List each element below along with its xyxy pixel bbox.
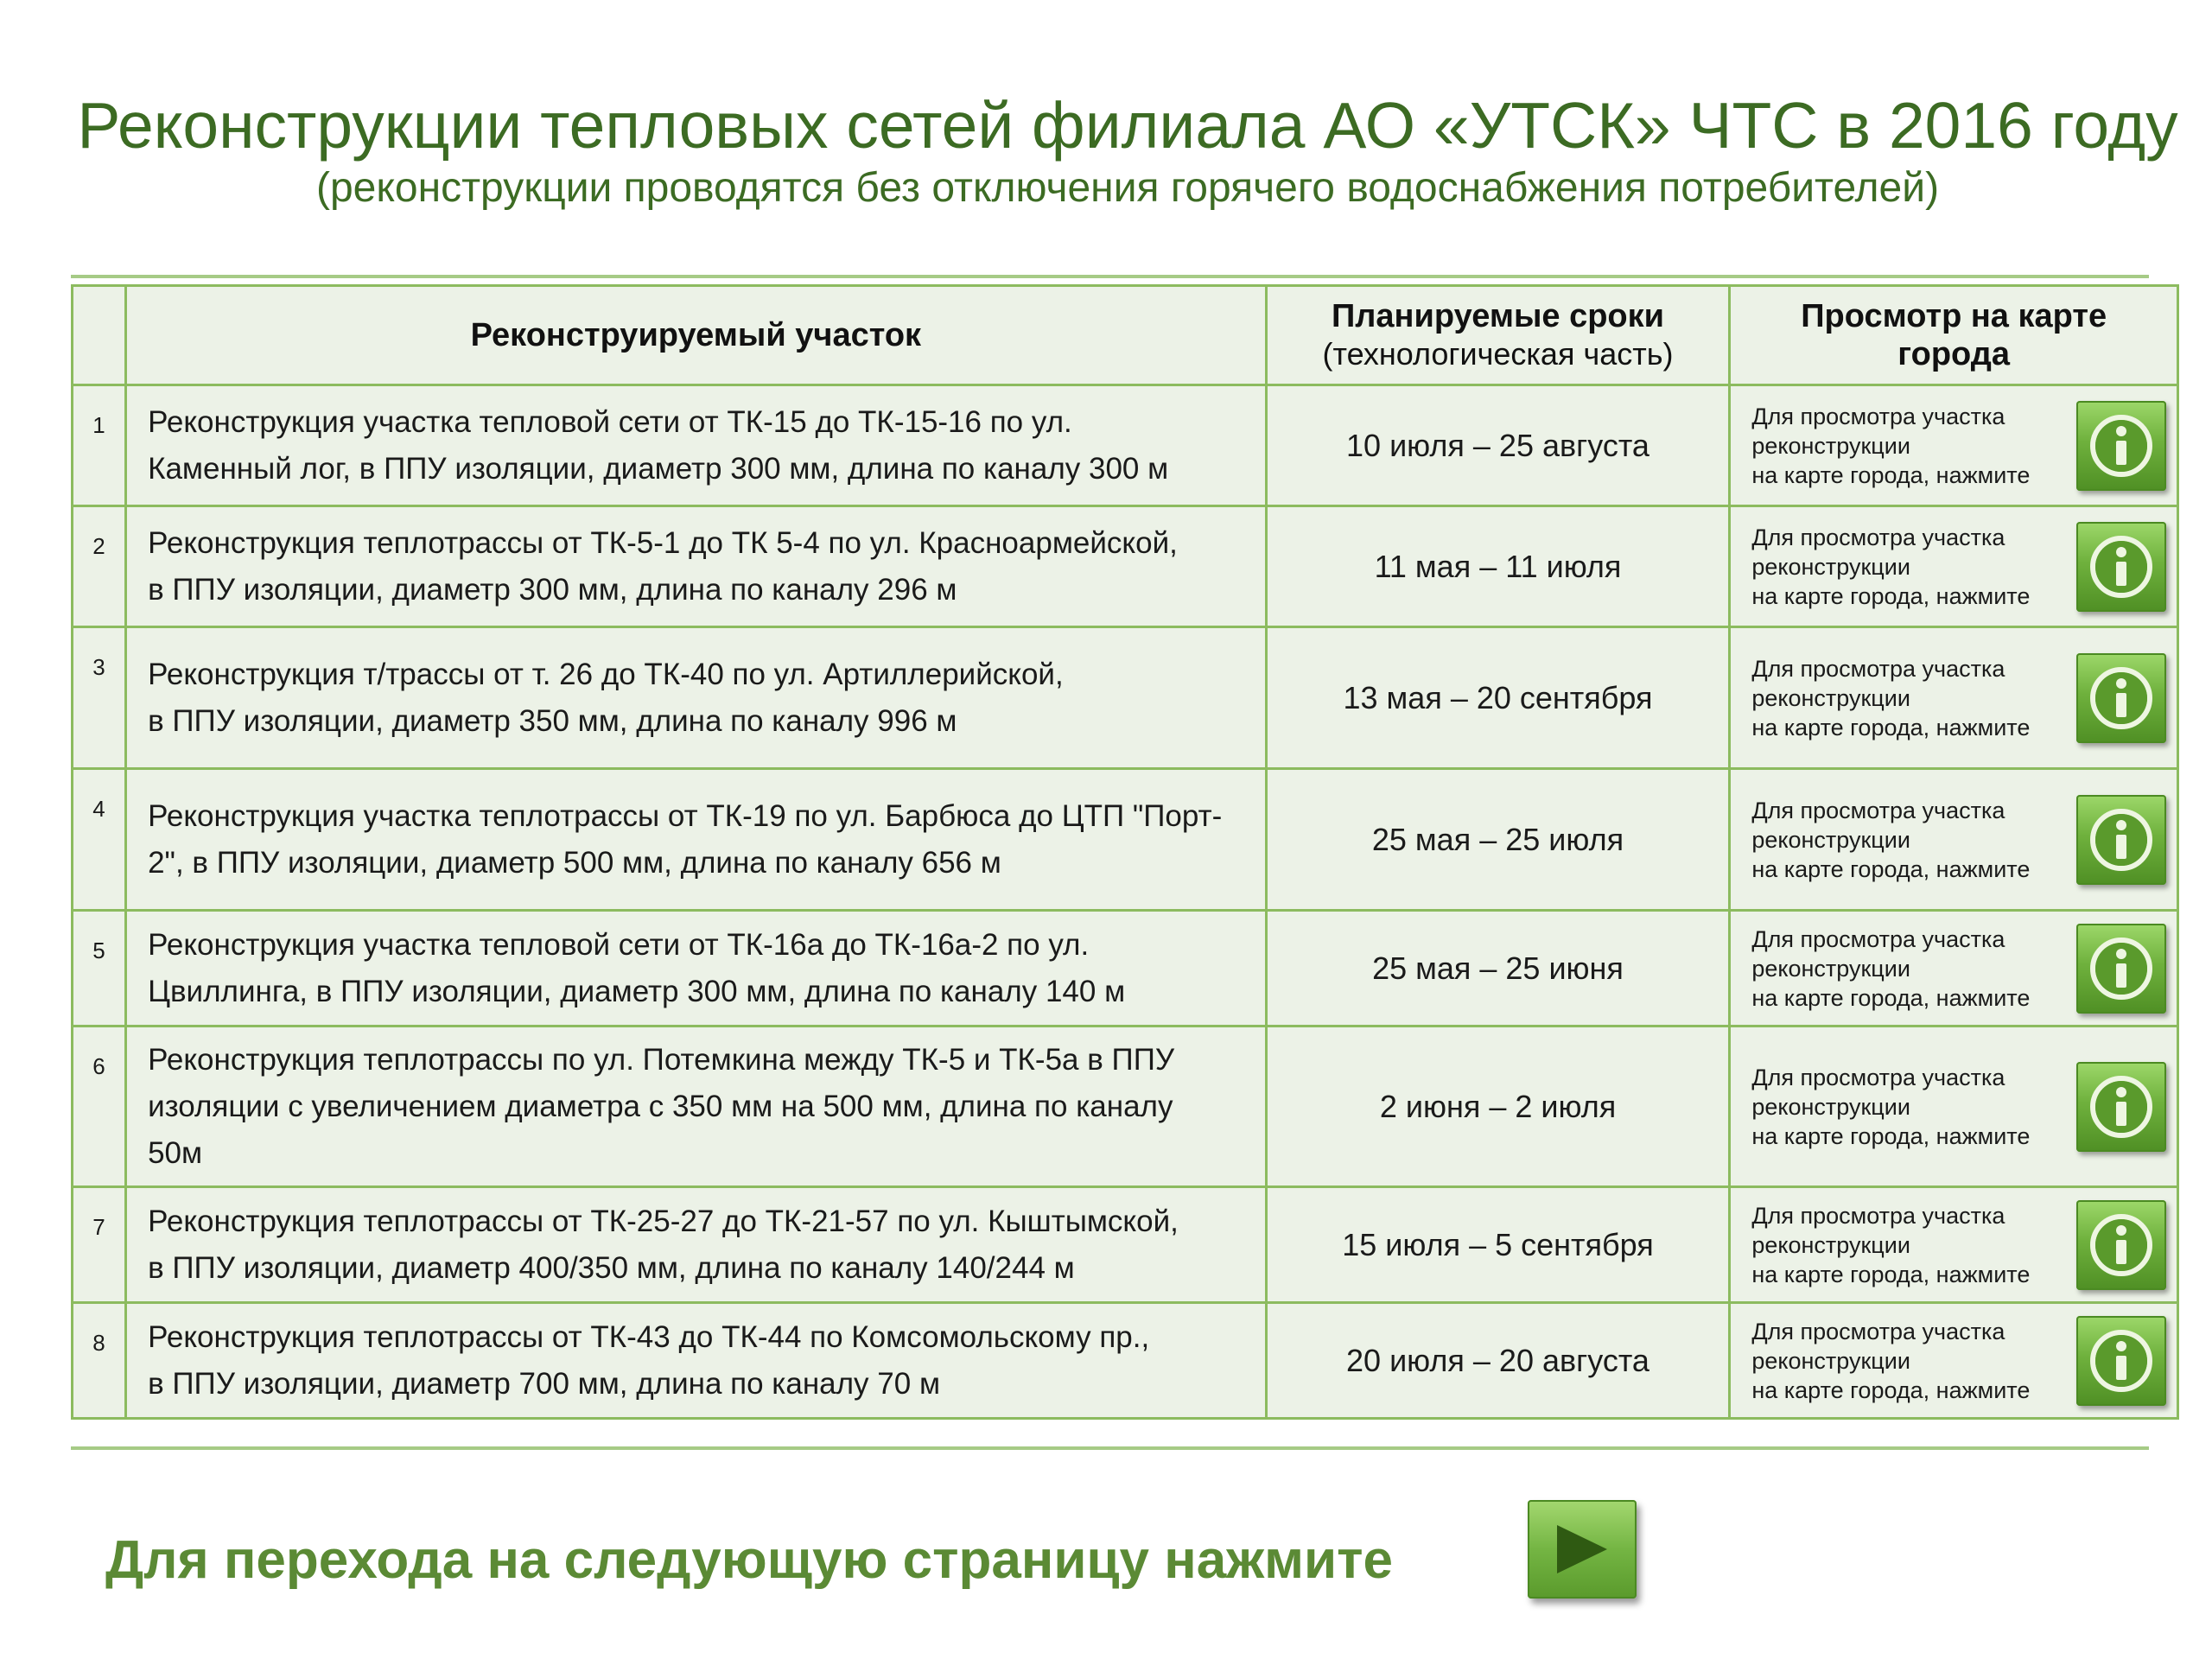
header-section: Реконструируемый участок xyxy=(126,286,1267,385)
row-description-text: Реконструкция участка тепловой сети от ТК-15 до ТК-15-16 по ул. Каменный лог, в ППУ изоляции, диаметр 300 мм, длина по каналу 300 м xyxy=(148,404,1169,486)
row-map-hint: Для просмотра участка реконструкции на карте города, нажмите xyxy=(1751,1064,2031,1149)
row-description-text: Реконструкция участка теплотрассы от ТК-19 по ул. Барбюса до ЦТП "Порт- 2", в ППУ изоляции, диаметр 500 мм, длина по каналу 656 м xyxy=(148,798,1223,880)
view-on-map-button[interactable] xyxy=(2076,653,2166,743)
row-description xyxy=(126,385,1267,506)
table-row xyxy=(73,1027,2178,1187)
row-map-hint: Для просмотра участка реконструкции на карте города, нажмите xyxy=(1751,1202,2031,1287)
row-dates: 10 июля – 25 августа xyxy=(1266,385,1730,506)
row-description-text: Реконструкция теплотрассы от ТК-43 до ТК-44 по Комсомольскому пр., в ППУ изоляции, диаметр 700 мм, длина по каналу 70 м xyxy=(148,1319,1150,1401)
row-description xyxy=(126,1187,1267,1303)
info-icon xyxy=(2087,1326,2156,1395)
row-description xyxy=(126,1303,1267,1419)
row-description-text: Реконструкция участка тепловой сети от ТК-16а до ТК-16а-2 по ул. Цвиллинга, в ППУ изоляции, диаметр 300 мм, длина по каналу 140 м xyxy=(148,927,1126,1008)
table-row xyxy=(73,385,2178,506)
view-on-map-button[interactable] xyxy=(2076,795,2166,885)
row-dates: 11 мая – 11 июля xyxy=(1266,506,1730,627)
row-dates: 15 июля – 5 сентября xyxy=(1266,1187,1730,1303)
next-page-hint: Для перехода на следующую страницу нажмите xyxy=(105,1530,1393,1590)
row-number: 8 xyxy=(73,1303,126,1419)
header-dates-sub: (технологическая часть) xyxy=(1322,336,1674,372)
view-on-map-button[interactable] xyxy=(2076,522,2166,612)
reconstruction-table xyxy=(71,284,2179,1420)
row-description-text: Реконструкция теплотрассы по ул. Потемкина между ТК-5 и ТК-5а в ППУ изоляции с увеличением диаметра с 350 мм на 500 мм, длина по каналу 50м xyxy=(148,1042,1175,1170)
info-icon xyxy=(2087,934,2156,1003)
row-number: 5 xyxy=(73,911,126,1027)
row-map-hint: Для просмотра участка реконструкции на карте города, нажмите xyxy=(1751,797,2031,882)
table-header-row xyxy=(73,286,2178,385)
header-dates xyxy=(1266,286,1730,385)
row-map-hint: Для просмотра участка реконструкции на карте города, нажмите xyxy=(1751,403,2031,488)
info-icon xyxy=(2087,532,2156,601)
row-map-hint: Для просмотра участка реконструкции на карте города, нажмите xyxy=(1751,1318,2031,1403)
row-dates: 13 мая – 20 сентября xyxy=(1266,627,1730,769)
row-dates: 25 мая – 25 июля xyxy=(1266,769,1730,911)
play-arrow-icon xyxy=(1552,1522,1612,1577)
header-map: Просмотр на карте города xyxy=(1730,286,2178,385)
row-description-text: Реконструкция теплотрассы от ТК-5-1 до ТК 5-4 по ул. Красноармейской, в ППУ изоляции, диаметр 300 мм, длина по каналу 296 м xyxy=(148,525,1178,607)
row-description xyxy=(126,506,1267,627)
info-icon xyxy=(2087,411,2156,480)
row-map-hint: Для просмотра участка реконструкции на карте города, нажмите xyxy=(1751,925,2031,1011)
row-number: 4 xyxy=(73,769,126,911)
row-description xyxy=(126,1027,1267,1187)
row-number: 6 xyxy=(73,1027,126,1187)
row-description xyxy=(126,627,1267,769)
view-on-map-button[interactable] xyxy=(2076,924,2166,1014)
row-dates: 20 июля – 20 августа xyxy=(1266,1303,1730,1419)
row-map-cell xyxy=(1730,911,2178,1027)
row-map-cell xyxy=(1730,769,2178,911)
next-page-button[interactable] xyxy=(1528,1500,1637,1599)
row-map-cell xyxy=(1730,627,2178,769)
view-on-map-button[interactable] xyxy=(2076,1062,2166,1152)
row-map-cell xyxy=(1730,1303,2178,1419)
info-icon xyxy=(2087,805,2156,874)
row-number: 1 xyxy=(73,385,126,506)
table-row xyxy=(73,911,2178,1027)
row-description xyxy=(126,911,1267,1027)
table-row xyxy=(73,627,2178,769)
table-row xyxy=(73,506,2178,627)
row-number: 3 xyxy=(73,627,126,769)
header-num xyxy=(73,286,126,385)
row-number: 2 xyxy=(73,506,126,627)
row-map-cell xyxy=(1730,1187,2178,1303)
row-map-cell xyxy=(1730,385,2178,506)
row-dates: 2 июня – 2 июля xyxy=(1266,1027,1730,1187)
info-icon xyxy=(2087,664,2156,733)
table-row xyxy=(73,1303,2178,1419)
row-map-hint: Для просмотра участка реконструкции на карте города, нажмите xyxy=(1751,655,2031,741)
table-row xyxy=(73,769,2178,911)
row-dates: 25 мая – 25 июня xyxy=(1266,911,1730,1027)
view-on-map-button[interactable] xyxy=(2076,401,2166,491)
row-description-text: Реконструкция т/трассы от т. 26 до ТК-40 по ул. Артиллерийской, в ППУ изоляции, диаметр 350 мм, длина по каналу 996 м xyxy=(148,657,1064,738)
view-on-map-button[interactable] xyxy=(2076,1316,2166,1406)
page-subtitle: (реконструкции проводятся без отключения горячего водоснабжения потребителей) xyxy=(315,165,1940,211)
info-icon xyxy=(2087,1211,2156,1280)
row-description xyxy=(126,769,1267,911)
view-on-map-button[interactable] xyxy=(2076,1200,2166,1290)
row-map-hint: Для просмотра участка реконструкции на карте города, нажмите xyxy=(1751,524,2031,609)
header-dates-title: Планируемые сроки xyxy=(1331,298,1665,334)
top-divider xyxy=(71,275,2149,278)
row-number: 7 xyxy=(73,1187,126,1303)
page-title: Реконструкции тепловых сетей филиала АО «УТСК» ЧТС в 2016 году xyxy=(77,89,2178,162)
table-row xyxy=(73,1187,2178,1303)
row-map-cell xyxy=(1730,506,2178,627)
row-description-text: Реконструкция теплотрассы от ТК-25-27 до ТК-21-57 по ул. Кыштымской, в ППУ изоляции, диаметр 400/350 мм, длина по каналу 140/244 м xyxy=(148,1204,1179,1285)
bottom-divider xyxy=(71,1446,2149,1450)
row-map-cell xyxy=(1730,1027,2178,1187)
info-icon xyxy=(2087,1072,2156,1141)
